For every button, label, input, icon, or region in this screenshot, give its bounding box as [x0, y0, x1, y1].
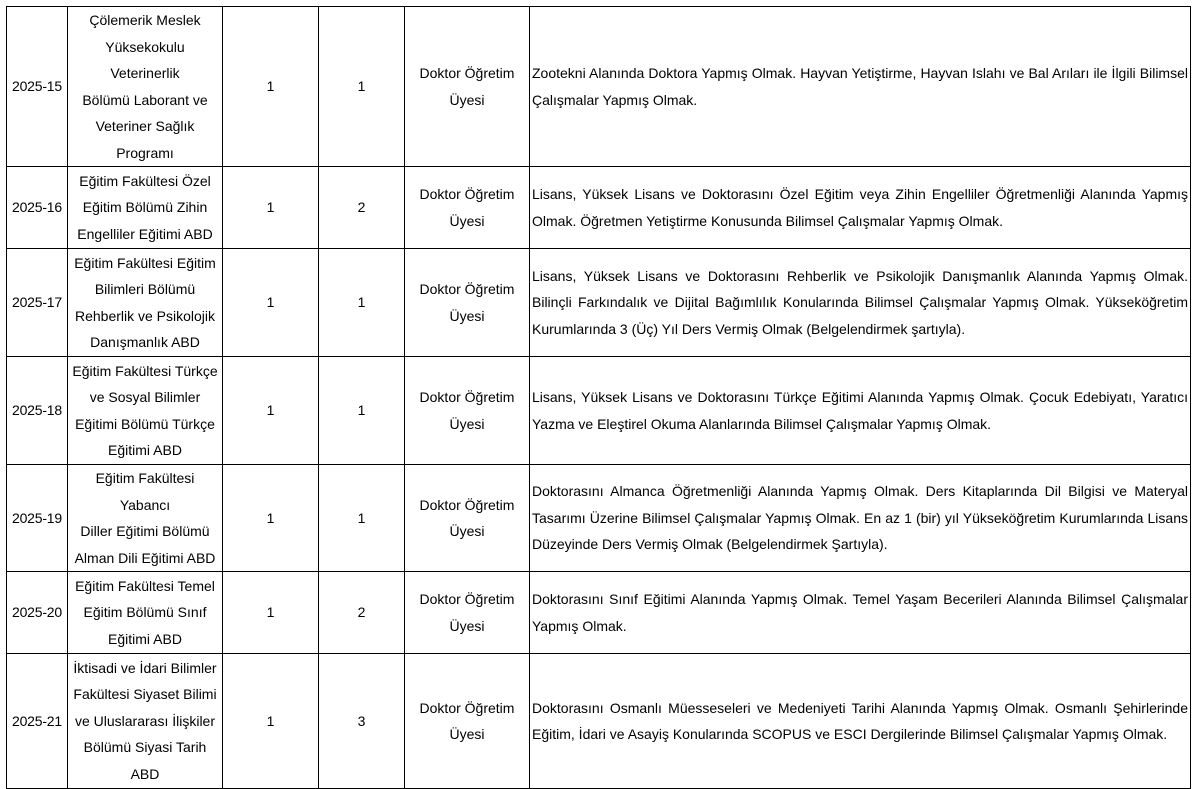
title-line: Üyesi — [449, 523, 485, 539]
department-line: Eğitim Fakültesi Özel — [79, 172, 211, 189]
table-row — [7, 572, 1191, 654]
department-line: Danışmanlık ABD — [90, 334, 200, 350]
position-code: 2025-21 — [7, 654, 68, 789]
academic-title — [405, 654, 530, 789]
count-cell: 1 — [319, 357, 405, 465]
requirements-text: Lisans, Yüksek Lisans ve Doktorasını Rehberlik ve Psikolojik Danışmanlık Alanında Yapmış Olmak. Bilinçli Farkındalık ve Dijital Bağımlılık Konularında Bilimsel Çalışmalar Yapmış Olmak. Yükseköğretim Kurumlarında 3 (Üç) Yıl Ders Vermiş Olmak (Belgelendirmek şartıyla). — [530, 249, 1191, 357]
table-row — [7, 249, 1191, 357]
department-unit — [68, 249, 223, 357]
count-cell: 2 — [319, 572, 405, 654]
department-unit — [68, 654, 223, 789]
department-line: Alman Dili Eğitimi ABD — [74, 549, 216, 566]
department-unit — [68, 465, 223, 572]
position-code: 2025-20 — [7, 572, 68, 654]
position-code: 2025-19 — [7, 465, 68, 572]
department-line: Eğitim Fakültesi Eğitim — [74, 254, 216, 271]
academic-title — [405, 167, 530, 249]
department-line: ve Sosyal Bilimler — [89, 389, 201, 405]
department-line: Eğitim Fakültesi Temel — [75, 577, 215, 594]
table-row — [7, 654, 1191, 789]
department-line: Eğitim Fakültesi Türkçe — [72, 362, 218, 379]
count-cell: 1 — [319, 465, 405, 572]
count-cell: 2 — [319, 167, 405, 249]
title-line: Doktor Öğretim — [419, 186, 515, 202]
count-cell: 1 — [223, 167, 319, 249]
department-line: Veteriner Sağlık — [95, 118, 195, 134]
department-unit — [68, 357, 223, 465]
department-line: ABD — [130, 765, 160, 782]
department-line: Eğitim Bölümü Zihin — [82, 199, 208, 216]
positions-table — [6, 6, 1191, 789]
requirements-text: Doktorasını Almanca Öğretmenliği Alanında Yapmış Olmak. Ders Kitaplarında Dil Bilgisi ve Materyal Tasarımı Üzerine Bilimsel Çalışmalar Yapmış Olmak. En az 1 (bir) yıl Yükseköğretim Kurumlarında Lisans Düzeyinde Ders Vermiş Olmak (Belgelendirmek Şartıyla). — [530, 465, 1191, 572]
academic-title — [405, 7, 530, 167]
title-line: Doktor Öğretim — [419, 496, 515, 513]
requirements-text: Lisans, Yüksek Lisans ve Doktorasını Özel Eğitim veya Zihin Engelliler Öğretmenliği Alanında Yapmış Olmak. Öğretmen Yetiştirme Konusunda Bilimsel Çalışmalar Yapmış Olmak. — [530, 167, 1191, 249]
position-code: 2025-16 — [7, 167, 68, 249]
table-row — [7, 357, 1191, 465]
department-line: Bilimleri Bölümü — [94, 281, 196, 297]
department-line: Engelliler Eğitimi ABD — [77, 225, 213, 242]
department-unit — [68, 572, 223, 654]
academic-title — [405, 357, 530, 465]
requirements-text: Zootekni Alanında Doktora Yapmış Olmak. Hayvan Yetiştirme, Hayvan Islahı ve Bal Arıları ile İlgili Bilimsel Çalışmalar Yapmış Olmak. — [530, 7, 1191, 167]
count-cell: 1 — [319, 7, 405, 167]
position-code: 2025-18 — [7, 357, 68, 465]
department-unit — [68, 7, 223, 167]
count-cell: 1 — [223, 249, 319, 357]
department-line: Eğitimi ABD — [108, 442, 182, 458]
count-cell: 1 — [223, 654, 319, 789]
title-line: Üyesi — [449, 415, 485, 432]
department-line: Eğitimi ABD — [108, 630, 182, 647]
department-line: Rehberlik ve Psikolojik — [74, 307, 216, 324]
count-cell: 1 — [223, 357, 319, 465]
title-line: Doktor Öğretim — [419, 281, 515, 297]
title-line: Üyesi — [449, 726, 485, 742]
department-line: Bölümü Siyasi Tarih — [83, 739, 207, 756]
department-line: ve Uluslararası İlişkiler — [74, 712, 216, 729]
department-line: Eğitim Fakültesi Yabancı — [95, 470, 195, 513]
count-cell: 1 — [223, 465, 319, 572]
title-line: Üyesi — [449, 617, 485, 634]
department-line: Diller Eğitimi Bölümü — [80, 523, 210, 539]
count-cell: 1 — [223, 572, 319, 654]
department-line: Fakültesi Siyaset Bilimi — [73, 686, 217, 703]
title-line: Doktor Öğretim — [419, 591, 515, 607]
table-row — [7, 7, 1191, 167]
table-row — [7, 465, 1191, 572]
department-line: Bölümü Laborant ve — [82, 91, 208, 108]
academic-title — [405, 465, 530, 572]
title-line: Doktor Öğretim — [419, 699, 515, 716]
department-line: Eğitim Bölümü Sınıf — [83, 604, 207, 621]
count-cell: 3 — [319, 654, 405, 789]
title-line: Üyesi — [449, 91, 485, 108]
title-line: Üyesi — [449, 212, 485, 229]
academic-title — [405, 572, 530, 654]
academic-title — [405, 249, 530, 357]
department-unit — [68, 167, 223, 249]
department-line: Çölemerik Meslek — [89, 12, 201, 28]
department-line: İktisadi ve İdari Bilimler — [73, 659, 217, 676]
positions-table-body — [7, 7, 1191, 789]
requirements-text: Doktorasını Osmanlı Müesseseleri ve Medeniyeti Tarihi Alanında Yapmış Olmak. Osmanlı Şehirlerinde Eğitim, İdari ve Asayiş Konularında SCOPUS ve ESCI Dergilerinde Bilimsel Çalışmalar Yapmış Olmak. — [530, 654, 1191, 789]
requirements-text: Doktorasını Sınıf Eğitimi Alanında Yapmış Olmak. Temel Yaşam Becerileri Alanında Bilimsel Çalışmalar Yapmış Olmak. — [530, 572, 1191, 654]
department-line: Eğitimi Bölümü Türkçe — [75, 415, 215, 432]
requirements-text: Lisans, Yüksek Lisans ve Doktorasını Türkçe Eğitimi Alanında Yapmış Olmak. Çocuk Edebiyatı, Yaratıcı Yazma ve Eleştirel Okuma Alanlarında Bilimsel Çalışmalar Yapmış Olmak. — [530, 357, 1191, 465]
count-cell: 1 — [319, 249, 405, 357]
position-code: 2025-17 — [7, 249, 68, 357]
table-row — [7, 167, 1191, 249]
department-line: Programı — [116, 144, 174, 161]
department-line: Yüksekokulu Veterinerlik — [105, 38, 185, 81]
position-code: 2025-15 — [7, 7, 68, 167]
title-line: Doktor Öğretim — [419, 389, 515, 405]
count-cell: 1 — [223, 7, 319, 167]
title-line: Üyesi — [449, 307, 485, 324]
title-line: Doktor Öğretim — [419, 65, 515, 81]
